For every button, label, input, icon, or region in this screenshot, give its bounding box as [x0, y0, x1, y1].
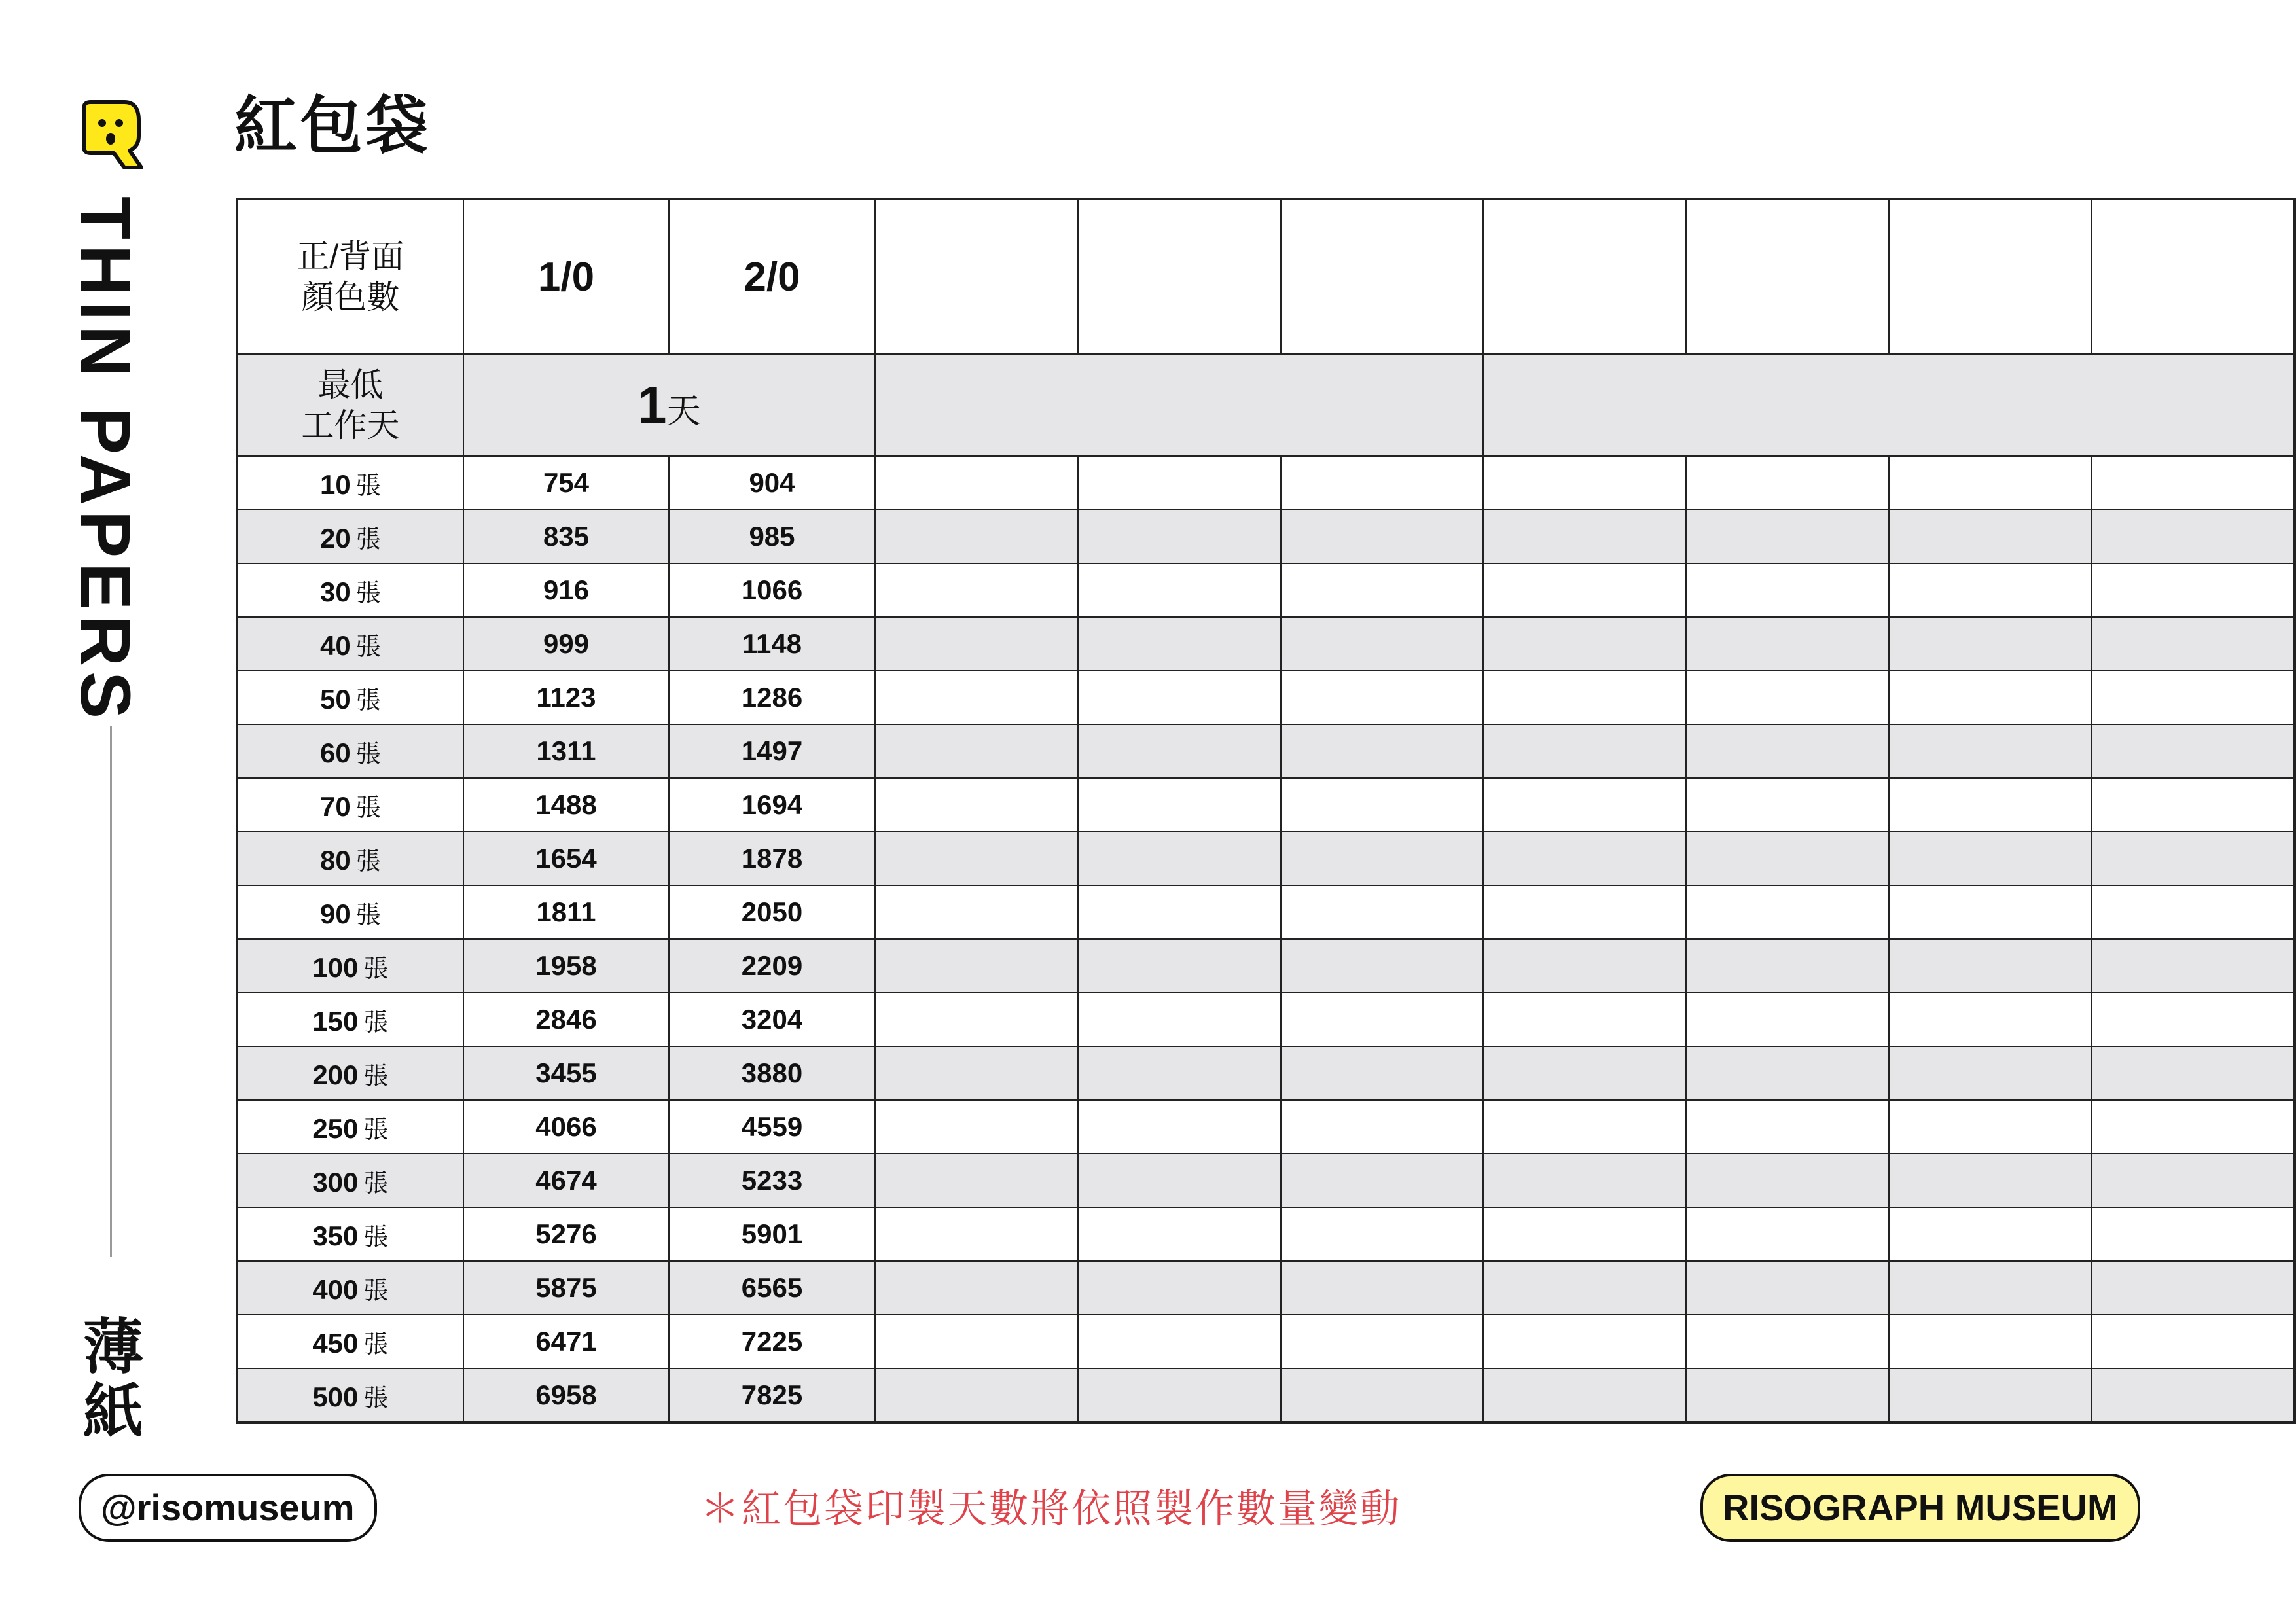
- quantity-value: 30: [319, 576, 351, 607]
- price-cell: [1281, 885, 1484, 939]
- quantity-value: 50: [319, 683, 351, 715]
- price-cell: [1686, 1100, 1889, 1154]
- price-cell: [1078, 671, 1281, 724]
- price-cell: [1281, 456, 1484, 510]
- table-row: [237, 939, 2295, 993]
- quantity-cell: [237, 1207, 463, 1261]
- table-row: [237, 671, 2295, 724]
- price-cell: [1281, 1154, 1484, 1207]
- table-row: [237, 1261, 2295, 1315]
- price-cell: [875, 939, 1078, 993]
- min-working-days-unit: 天: [666, 393, 701, 431]
- quantity-value: 500: [312, 1381, 359, 1412]
- price-cell: [875, 724, 1078, 778]
- price-cell: 1811: [463, 885, 670, 939]
- price-cell: [875, 563, 1078, 617]
- price-cell: [2092, 1046, 2295, 1100]
- price-cell: 3880: [669, 1046, 875, 1100]
- price-cell: [2092, 778, 2295, 832]
- price-cell: 7825: [669, 1368, 875, 1423]
- price-cell: [875, 1207, 1078, 1261]
- table-row: [237, 724, 2295, 778]
- min-working-days-label-line1: 最低: [317, 366, 384, 403]
- price-cell: [1889, 1100, 2092, 1154]
- price-cell: 4674: [463, 1154, 670, 1207]
- quantity-unit: 張: [355, 472, 381, 500]
- quantity-cell: [237, 1100, 463, 1154]
- color-column-header: 1/0: [463, 199, 670, 354]
- price-cell: 2050: [669, 885, 875, 939]
- price-cell: [1889, 456, 2092, 510]
- price-cell: [875, 510, 1078, 563]
- page-title: 紅包袋: [234, 91, 431, 161]
- price-cell: [1281, 1261, 1484, 1315]
- price-cell: 5875: [463, 1261, 670, 1315]
- price-cell: 4066: [463, 1100, 670, 1154]
- price-cell: [1281, 1315, 1484, 1368]
- price-cell: [2092, 510, 2295, 563]
- quantity-unit: 張: [363, 1008, 389, 1037]
- table-row: [237, 832, 2295, 885]
- min-working-days-label: [237, 354, 463, 456]
- quantity-unit: 張: [363, 1223, 389, 1251]
- price-cell: [875, 832, 1078, 885]
- quantity-value: 70: [319, 791, 351, 822]
- price-cell: [1686, 456, 1889, 510]
- quantity-cell: [237, 563, 463, 617]
- price-cell: [1686, 1046, 1889, 1100]
- quantity-value: 90: [319, 898, 351, 929]
- quantity-unit: 張: [363, 1384, 389, 1412]
- price-cell: 916: [463, 563, 670, 617]
- price-cell: 1654: [463, 832, 670, 885]
- quantity-value: 40: [319, 630, 351, 661]
- price-cell: [1483, 617, 1686, 671]
- price-cell: [1483, 1315, 1686, 1368]
- price-cell: [1078, 1046, 1281, 1100]
- price-cell: [875, 1261, 1078, 1315]
- price-cell: 999: [463, 617, 670, 671]
- color-column-header: [1078, 199, 1281, 354]
- quantity-cell: [237, 1154, 463, 1207]
- price-cell: 985: [669, 510, 875, 563]
- quantity-value: 400: [312, 1274, 359, 1305]
- quantity-unit: 張: [363, 1116, 389, 1144]
- price-cell: [2092, 1368, 2295, 1423]
- quantity-unit: 張: [363, 1277, 389, 1305]
- quantity-cell: [237, 939, 463, 993]
- price-cell: [1078, 1261, 1281, 1315]
- quantity-cell: [237, 1368, 463, 1423]
- price-cell: [1889, 671, 2092, 724]
- quantity-value: 450: [312, 1327, 359, 1359]
- price-cell: 1958: [463, 939, 670, 993]
- color-column-header: [1889, 199, 2092, 354]
- price-cell: [875, 1315, 1078, 1368]
- price-cell: [1483, 832, 1686, 885]
- quantity-unit: 張: [355, 847, 381, 876]
- price-cell: [1483, 778, 1686, 832]
- price-cell: [1281, 510, 1484, 563]
- price-cell: [1889, 1261, 2092, 1315]
- min-working-days-label-line2: 工作天: [301, 407, 400, 444]
- risograph-face-logo-icon: [79, 98, 144, 170]
- price-cell: [1686, 671, 1889, 724]
- price-cell: [1078, 510, 1281, 563]
- price-cell: [1281, 1368, 1484, 1423]
- quantity-unit: 張: [363, 1062, 389, 1090]
- table-row: [237, 456, 2295, 510]
- price-cell: [875, 1100, 1078, 1154]
- price-cell: [1889, 939, 2092, 993]
- price-cell: [1686, 778, 1889, 832]
- price-cell: 2846: [463, 993, 670, 1046]
- table-row: [237, 510, 2295, 563]
- price-cell: [1686, 993, 1889, 1046]
- price-cell: 6565: [669, 1261, 875, 1315]
- price-cell: [1483, 510, 1686, 563]
- price-table-body: [237, 199, 2295, 1423]
- price-cell: [2092, 617, 2295, 671]
- price-cell: [1078, 832, 1281, 885]
- quantity-value: 60: [319, 737, 351, 768]
- price-cell: [1078, 563, 1281, 617]
- price-cell: [1078, 456, 1281, 510]
- min-working-days-empty: [875, 354, 1484, 456]
- color-column-header: [1281, 199, 1484, 354]
- price-cell: [1281, 993, 1484, 1046]
- price-cell: [875, 456, 1078, 510]
- price-cell: [1889, 832, 2092, 885]
- price-cell: 2209: [669, 939, 875, 993]
- price-cell: [2092, 1207, 2295, 1261]
- price-cell: [2092, 1315, 2295, 1368]
- price-cell: [1483, 671, 1686, 724]
- quantity-unit: 張: [355, 687, 381, 715]
- quantity-unit: 張: [363, 1330, 389, 1359]
- price-cell: [875, 778, 1078, 832]
- price-cell: [1686, 1154, 1889, 1207]
- price-cell: [1483, 1046, 1686, 1100]
- min-working-days-number: 1: [637, 376, 667, 434]
- quantity-unit: 張: [355, 740, 381, 768]
- quantity-cell: [237, 1046, 463, 1100]
- price-cell: [1686, 510, 1889, 563]
- price-cell: [1078, 1315, 1281, 1368]
- price-cell: [1686, 724, 1889, 778]
- price-cell: [1889, 778, 2092, 832]
- price-cell: [2092, 671, 2295, 724]
- price-cell: 3455: [463, 1046, 670, 1100]
- price-cell: [1281, 724, 1484, 778]
- price-cell: [2092, 885, 2295, 939]
- price-cell: [1483, 1100, 1686, 1154]
- side-title-cjk: 薄紙: [82, 1314, 143, 1446]
- price-cell: 5276: [463, 1207, 670, 1261]
- min-working-days-empty: [1483, 354, 2295, 456]
- price-cell: [2092, 1100, 2295, 1154]
- price-cell: 835: [463, 510, 670, 563]
- price-cell: 1066: [669, 563, 875, 617]
- price-cell: [1281, 1207, 1484, 1261]
- price-cell: [1281, 778, 1484, 832]
- price-cell: [1686, 617, 1889, 671]
- quantity-cell: [237, 885, 463, 939]
- quantity-cell: [237, 1315, 463, 1368]
- quantity-unit: 張: [355, 794, 381, 822]
- price-cell: 4559: [669, 1100, 875, 1154]
- price-cell: 1148: [669, 617, 875, 671]
- color-column-header: [875, 199, 1078, 354]
- color-column-header: 2/0: [669, 199, 875, 354]
- price-cell: [875, 1154, 1078, 1207]
- price-cell: 5233: [669, 1154, 875, 1207]
- color-column-header: [2092, 199, 2295, 354]
- quantity-unit: 張: [355, 526, 381, 554]
- price-cell: [2092, 456, 2295, 510]
- quantity-cell: [237, 832, 463, 885]
- quantity-value: 20: [319, 522, 351, 554]
- price-cell: 1123: [463, 671, 670, 724]
- price-cell: [1281, 617, 1484, 671]
- museum-name-pill: RISOGRAPH MUSEUM: [1700, 1474, 2140, 1542]
- price-cell: [1281, 1046, 1484, 1100]
- price-cell: [1281, 939, 1484, 993]
- price-cell: 1694: [669, 778, 875, 832]
- table-row: [237, 1046, 2295, 1100]
- quantity-cell: [237, 778, 463, 832]
- price-cell: 1311: [463, 724, 670, 778]
- color-column-header: [1483, 199, 1686, 354]
- price-cell: [875, 1368, 1078, 1423]
- min-working-days-row: [237, 354, 2295, 456]
- price-cell: [1889, 563, 2092, 617]
- quantity-unit: 張: [363, 1169, 389, 1198]
- header-row: [237, 199, 2295, 354]
- table-row: [237, 1100, 2295, 1154]
- side-divider: [110, 726, 112, 1257]
- price-cell: [1889, 993, 2092, 1046]
- quantity-value: 10: [319, 469, 351, 500]
- price-table: [236, 198, 2296, 1424]
- table-row: [237, 1315, 2295, 1368]
- price-cell: [1889, 885, 2092, 939]
- price-cell: [1686, 885, 1889, 939]
- price-cell: [1483, 724, 1686, 778]
- price-cell: [875, 993, 1078, 1046]
- price-cell: [1281, 563, 1484, 617]
- price-cell: 1878: [669, 832, 875, 885]
- price-cell: [1889, 510, 2092, 563]
- quantity-value: 250: [312, 1113, 359, 1144]
- price-cell: [1483, 1368, 1686, 1423]
- price-cell: [1078, 1368, 1281, 1423]
- table-row: [237, 885, 2295, 939]
- quantity-cell: [237, 456, 463, 510]
- price-cell: [875, 885, 1078, 939]
- quantity-unit: 張: [355, 579, 381, 607]
- quantity-cell: [237, 510, 463, 563]
- price-cell: [1483, 885, 1686, 939]
- table-row: [237, 993, 2295, 1046]
- price-cell: [2092, 939, 2295, 993]
- price-cell: [1889, 1368, 2092, 1423]
- price-cell: [1686, 563, 1889, 617]
- table-row: [237, 1154, 2295, 1207]
- quantity-cell: [237, 1261, 463, 1315]
- price-cell: [1686, 1315, 1889, 1368]
- price-cell: [1686, 1261, 1889, 1315]
- quantity-unit: 張: [363, 955, 389, 983]
- table-row: [237, 1207, 2295, 1261]
- price-cell: [1889, 1154, 2092, 1207]
- price-cell: [1686, 832, 1889, 885]
- quantity-unit: 張: [355, 633, 381, 661]
- quantity-value: 200: [312, 1059, 359, 1090]
- price-cell: [1078, 1154, 1281, 1207]
- price-cell: [2092, 832, 2295, 885]
- price-cell: [1078, 1100, 1281, 1154]
- price-cell: [1078, 778, 1281, 832]
- quantity-value: 300: [312, 1166, 359, 1198]
- quantity-cell: [237, 993, 463, 1046]
- footer-note: ＊紅包袋印製天數將依照製作數量變動: [700, 1487, 1401, 1531]
- price-cell: [1483, 939, 1686, 993]
- quantity-value: 150: [312, 1005, 359, 1037]
- price-cell: 1286: [669, 671, 875, 724]
- price-cell: [2092, 993, 2295, 1046]
- price-cell: [1078, 1207, 1281, 1261]
- color-count-label-line1: 正/背面: [296, 238, 404, 275]
- price-cell: [1889, 724, 2092, 778]
- price-cell: [875, 671, 1078, 724]
- price-cell: 3204: [669, 993, 875, 1046]
- price-cell: [1078, 885, 1281, 939]
- quantity-value: 100: [312, 952, 359, 983]
- price-cell: [1686, 939, 1889, 993]
- price-cell: [1483, 563, 1686, 617]
- price-cell: [1483, 993, 1686, 1046]
- price-cell: [1686, 1207, 1889, 1261]
- price-cell: 6958: [463, 1368, 670, 1423]
- price-cell: [1686, 1368, 1889, 1423]
- quantity-value: 80: [319, 844, 351, 876]
- price-cell: [1889, 1207, 2092, 1261]
- table-row: [237, 617, 2295, 671]
- price-cell: 6471: [463, 1315, 670, 1368]
- price-cell: [1483, 1154, 1686, 1207]
- price-cell: [875, 1046, 1078, 1100]
- price-cell: 7225: [669, 1315, 875, 1368]
- price-cell: 1488: [463, 778, 670, 832]
- price-cell: [1078, 939, 1281, 993]
- price-cell: [1483, 1261, 1686, 1315]
- quantity-unit: 張: [355, 901, 381, 929]
- price-cell: [2092, 1154, 2295, 1207]
- price-cell: [1483, 1207, 1686, 1261]
- table-row: [237, 778, 2295, 832]
- quantity-value: 350: [312, 1220, 359, 1251]
- price-cell: [2092, 1261, 2295, 1315]
- color-count-label-line2: 顏色數: [301, 279, 400, 315]
- price-cell: [875, 617, 1078, 671]
- table-row: [237, 1368, 2295, 1423]
- price-cell: 5901: [669, 1207, 875, 1261]
- min-working-days-value: [463, 354, 875, 456]
- price-cell: [2092, 563, 2295, 617]
- price-cell: [1281, 832, 1484, 885]
- color-count-label: [237, 199, 463, 354]
- table-row: [237, 563, 2295, 617]
- price-cell: 754: [463, 456, 670, 510]
- price-cell: [1078, 617, 1281, 671]
- price-cell: [1889, 1315, 2092, 1368]
- color-column-header: [1686, 199, 1889, 354]
- price-cell: [2092, 724, 2295, 778]
- social-handle-pill: @risomuseum: [79, 1474, 377, 1542]
- price-cell: 1497: [669, 724, 875, 778]
- quantity-cell: [237, 617, 463, 671]
- quantity-cell: [237, 671, 463, 724]
- price-cell: [1889, 617, 2092, 671]
- price-cell: [1281, 671, 1484, 724]
- price-cell: [1483, 456, 1686, 510]
- price-cell: 904: [669, 456, 875, 510]
- price-cell: [1889, 1046, 2092, 1100]
- price-cell: [1078, 724, 1281, 778]
- price-cell: [1281, 1100, 1484, 1154]
- price-cell: [1078, 993, 1281, 1046]
- side-title: THIN PAPERS: [66, 196, 145, 724]
- quantity-cell: [237, 724, 463, 778]
